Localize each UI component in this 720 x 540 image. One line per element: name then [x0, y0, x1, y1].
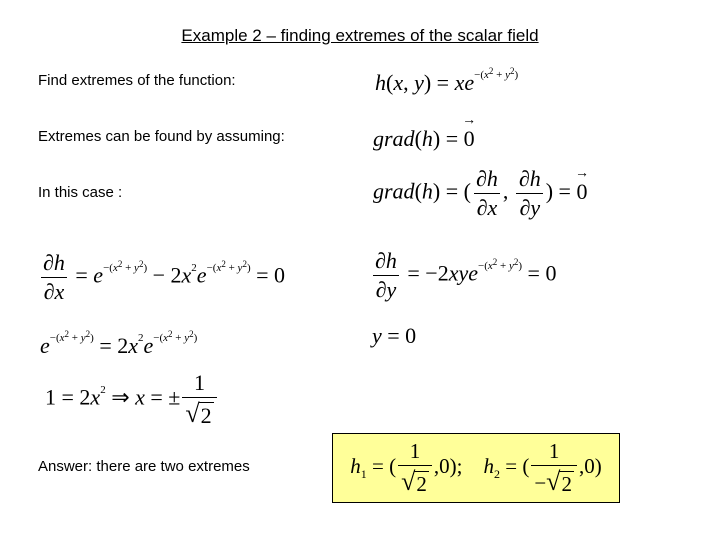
partial-y-equation: $\frac{\partial h}{\partial y}$ = −2xye$^{-(x^2 + y^2)}$ = 0: [370, 250, 556, 301]
grad-condition: grad(h) = → 0: [373, 128, 475, 150]
simplified-equation: $e^{-(x^2 + y^2)} = 2x^2e^{-(x^2 + y^2)}$: [40, 329, 198, 358]
page-title: Example 2 – finding extremes of the scalar field: [181, 26, 539, 45]
assume-label: Extremes can be found by assuming:: [38, 128, 285, 145]
answer-label: Answer: there are two extremes: [38, 458, 250, 475]
extremes-result: $h_1$ = ( 1 √ 2 ,0); $h_2$ = ( 1 − √ 2 ,0): [350, 439, 602, 496]
grad-components: grad(h) = ( $\frac{\partial h}{\partial x}$ , $\frac{\partial h}{\partial y}$ ) = → 0: [373, 168, 587, 219]
answer-box: [332, 433, 620, 503]
find-label: Find extremes of the function:: [38, 72, 236, 89]
function-definition: h(x, $y) = xe^{-(x^2 + y^2)}$: [375, 66, 519, 95]
case-label: In this case :: [38, 184, 123, 201]
partial-x-equation: $\frac{\partial h}{\partial x}$ = $e^{-(x^2 + y^2)} - 2x^2e^{-(x^2 + y^2)} = 0$: [38, 252, 285, 303]
x-solution: $1 = 2x^2$ ⇒ x = ± 1 √ 2: [45, 372, 219, 427]
y-solution: y = 0: [372, 323, 417, 348]
